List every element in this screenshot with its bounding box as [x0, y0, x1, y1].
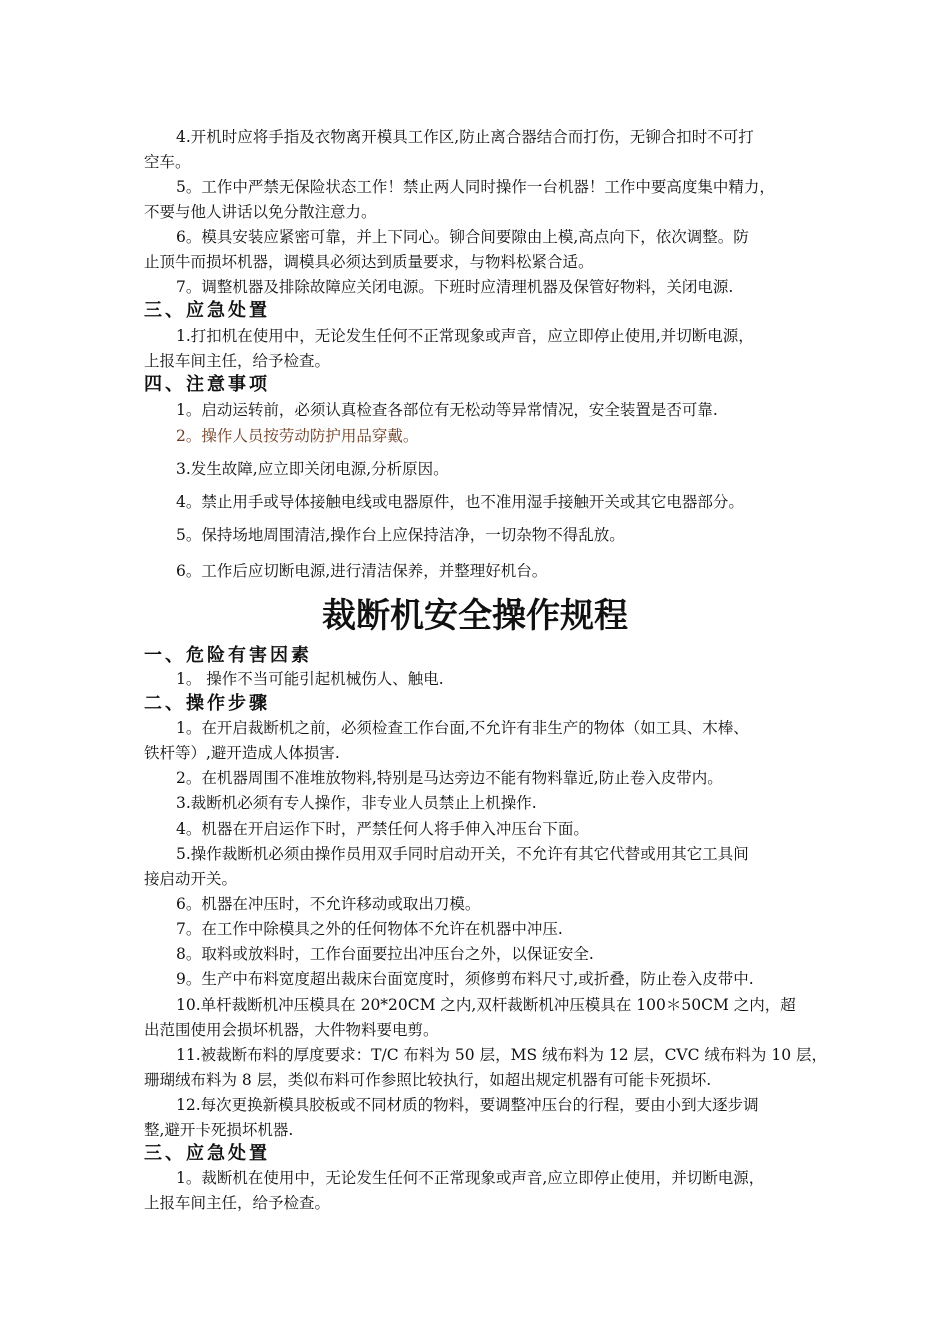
step-1-line2: 铁杆等）,避开造成人体损害.	[144, 744, 340, 762]
step-2: 2。在机器周围不准堆放物料,特别是马达旁边不能有物料靠近,防止卷入皮带内。	[176, 769, 723, 787]
paragraph-7: 7。调整机器及排除故障应关闭电源。下班时应清理机器及保管好物料，关闭电源.	[176, 278, 734, 296]
step-10-line1: 10.单杆裁断机冲压模具在 20*20CM 之内,双杆裁断机冲压模具在 100＊50CM 之内，超	[176, 996, 796, 1014]
paragraph-5-line1: 5。工作中严禁无保险状态工作！禁止两人同时操作一台机器！工作中要高度集中精力，	[176, 178, 775, 196]
step-12-line1: 12.每次更换新模具胶板或不同材质的物料，要调整冲压台的行程，要由小到大逐步调	[176, 1096, 759, 1114]
step-12-line2: 整,避开卡死损坏机器.	[144, 1121, 294, 1139]
note-2: 2。操作人员按劳动防护用品穿戴。	[176, 427, 419, 445]
note-5: 5。保持场地周围清洁,操作台上应保持洁净，一切杂物不得乱放。	[176, 526, 625, 544]
step-8: 8。取料或放料时，工作台面要拉出冲压台之外，以保证安全.	[176, 945, 594, 963]
step-10-line2: 出范围使用会损坏机器，大件物料要电剪。	[144, 1021, 439, 1039]
section-heading-emergency-1: 三、应急处置	[144, 300, 270, 321]
step-7: 7。在工作中除模具之外的任何物体不允许在机器中冲压.	[176, 920, 563, 938]
paragraph-4-line2: 空车。	[144, 153, 191, 171]
section-heading-hazards: 一、危险有害因素	[144, 645, 312, 666]
section-heading-notes: 四、注意事项	[144, 374, 270, 395]
emergency-1-line1: 1.打扣机在使用中，无论发生任何不正常现象或声音，应立即停止使用,并切断电源，	[176, 327, 754, 345]
step-3: 3.裁断机必须有专人操作，非专业人员禁止上机操作.	[176, 794, 537, 812]
section-heading-steps: 二、操作步骤	[144, 693, 270, 714]
hazard-1: 1。 操作不当可能引起机械伤人、触电.	[176, 670, 444, 688]
step-11-line1: 11.被裁断布料的厚度要求：T/C 布料为 50 层，MS 绒布料为 12 层，CVC 绒布料为 10 层，	[176, 1046, 827, 1064]
paragraph-6-line1: 6。模具安装应紧密可靠，并上下同心。铆合间要隙由上模,高点向下，依次调整。防	[176, 228, 749, 246]
paragraph-6-line2: 止顶牛而损坏机器，调模具必须达到质量要求，与物料松紧合适。	[144, 253, 594, 271]
paragraph-4-line1: 4.开机时应将手指及衣物离开模具工作区,防止离合器结合而打伤，无铆合扣时不可打	[176, 128, 754, 146]
emergency-1-line2: 上报车间主任，给予检查。	[144, 352, 331, 370]
step-11-line2: 珊瑚绒布料为 8 层，类似布料可作参照比较执行，如超出规定机器有可能卡死损坏.	[144, 1071, 712, 1089]
step-6: 6。机器在冲压时，不允许移动或取出刀模。	[176, 895, 481, 913]
step-5-line1: 5.操作裁断机必须由操作员用双手同时启动开关，不允许有其它代替或用其它工具间	[176, 845, 749, 863]
emergency-2-line2: 上报车间主任，给予检查。	[144, 1194, 331, 1212]
note-6: 6。工作后应切断电源,进行清洁保养，并整理好机台。	[176, 562, 548, 580]
step-1-line1: 1。在开启裁断机之前，必须检查工作台面,不允许有非生产的物体（如工具、木棒、	[176, 719, 749, 737]
note-3: 3.发生故障,应立即关闭电源,分析原因。	[176, 460, 449, 478]
page-title: 裁断机安全操作规程	[322, 596, 628, 636]
emergency-2-line1: 1。裁断机在使用中，无论发生任何不正常现象或声音,应立即停止使用，并切断电源，	[176, 1169, 765, 1187]
note-4: 4。禁止用手或导体接触电线或电器原件，也不准用湿手接触开关或其它电器部分。	[176, 493, 744, 511]
section-heading-emergency-2: 三、应急处置	[144, 1143, 270, 1164]
step-4: 4。机器在开启运作下时，严禁任何人将手伸入冲压台下面。	[176, 820, 589, 838]
paragraph-5-line2: 不要与他人讲话以免分散注意力。	[144, 203, 377, 221]
note-1: 1。启动运转前，必须认真检查各部位有无松动等异常情况，安全装置是否可靠.	[176, 401, 718, 419]
step-9: 9。生产中布料宽度超出裁床台面宽度时，须修剪布料尺寸,或折叠，防止卷入皮带中.	[176, 970, 754, 988]
step-5-line2: 接启动开关。	[144, 870, 238, 888]
